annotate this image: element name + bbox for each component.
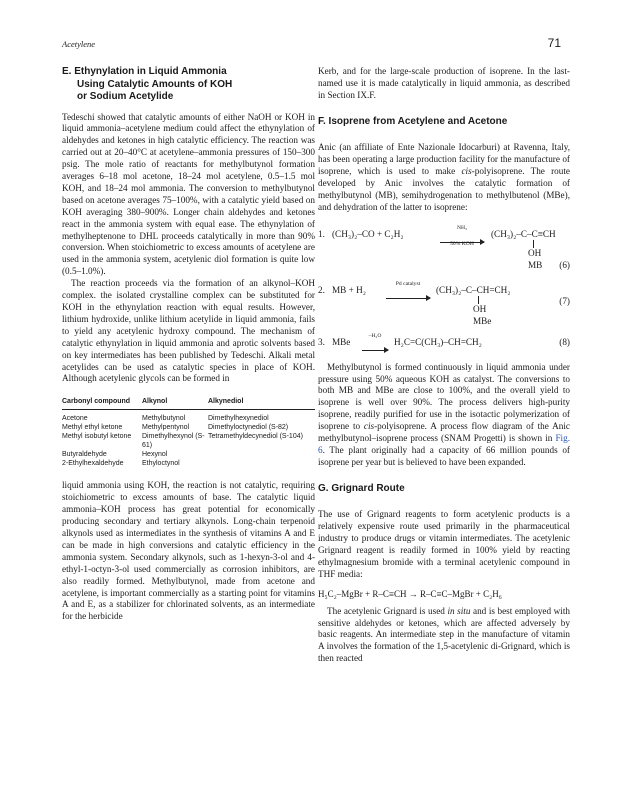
equation-label: 2.	[318, 284, 325, 295]
section-f-paragraph-1	[318, 142, 570, 213]
section-f-heading: F. Isoprene from Acetylene and Acetone	[318, 115, 508, 127]
equation-substituent: OH	[473, 303, 487, 314]
table-header-cell: Alkynediol	[208, 395, 315, 410]
left-column	[62, 66, 315, 623]
table-header-cell: Carbonyl compound	[62, 395, 142, 410]
section-g-paragraph-1: The use of Grignard reagents to form acetylenic products is a relatively expensive route used primarily in the pharmaceutical industry to produce drugs or vitamin intermediates. The acetylenic Grignard reagent is readily formed in 100% yield by reacting ethylmagnesium bromide with a terminal acetylenic compound in THF media:	[318, 509, 570, 579]
section-e-paragraph-2: The reaction proceeds via the formation of an alkynol–KOH complex. the isolated crystalline complex can be substituted for KOH in the ethynylation reaction with equal results. However, lithium hydroxide, unlike lithium acetylide in liquid ammonia, fails to yield any acetylenic hydroxy compound. The mechanism of catalytic ethynylation in liquid ammonia and aprotic solvents based on key intermediates has been published by Tedeschi. Alkali metal acetylides can be used as catalytic species in place of KOH. Although acetylenic glycols can be formed in	[62, 278, 315, 384]
text-run: . The plant originally had a capacity of 66 million pounds of isoprene per year but is believed to have been expanded.	[318, 445, 570, 467]
equation-7	[318, 280, 570, 328]
right-column	[318, 66, 570, 665]
table-header-row	[62, 395, 315, 410]
table-row	[62, 432, 315, 450]
text-run: Anic (an affiliate of Ente Nazionale Idocarburi) at Ravenna, Italy, has been operating a large production facility for the manufacture of isoprene, which is used to make	[318, 142, 570, 177]
text-run-italic: cis	[461, 166, 472, 177]
section-e-paragraph-1: Tedeschi showed that catalytic amounts of either NaOH or KOH in liquid ammonia–acetylene medium could affect the ethynylation of aldehydes and ketones in high catalytic efficiency. The reaction was carried out at 20–40°C at acetylene–ammonia pressures of 150–300 psig. The mole ratio of reactants for methylbutynol formation averages 6–18 mol acetone, 18–24 mol acetylene, 0.5–1.5 mol KOH, and 18–24 mol ammonia. The conversion to methylbutynol based on acetone averages 75–100%, with a catalytic yield based on KOH averaging 380–900%. Longer chain aldehydes and ketones react in the ammonia system with equal ease. The ethynylation of methylheptenone to DHL proceeds catalytically in more than 90% conversion. When stoichiometric to excess amounts of acetylene are used in the ammonia system, acetylenic diol formation is quite low (0.5–1.0%).	[62, 111, 315, 277]
table-cell	[208, 459, 315, 468]
table-cell: Butyraldehyde	[62, 451, 107, 459]
table-cell	[208, 450, 315, 459]
table-cell: Ethyloctynol	[142, 460, 180, 468]
figure-link[interactable]: Fig. 6	[318, 433, 570, 455]
reaction-arrow	[384, 280, 432, 307]
arrow-condition-above: –H₂O	[368, 332, 382, 339]
equation-label: 1.	[318, 228, 325, 239]
section-g-heading: G. Grignard Route	[318, 482, 405, 494]
alkynol-table	[62, 395, 315, 468]
equation-number: (7)	[559, 295, 570, 306]
page-number: 71	[547, 36, 561, 50]
equation-rhs: H₂C=C(CH₃)–CH=CH₂	[394, 336, 482, 347]
text-run-italic: in situ	[447, 605, 471, 616]
equation-label: 3.	[318, 336, 325, 347]
grignard-equation: H₅C₂–MgBr + R–C≡CH → R–C≡C–MgBr + C₂H₆	[318, 588, 502, 599]
bond-line	[533, 240, 534, 248]
table-cell: Methyl isobutyl ketone	[62, 433, 132, 441]
arrow-icon	[362, 350, 388, 351]
table-row	[62, 450, 315, 459]
continued-paragraph: Kerb, and for the large-scale production of isoprene. In the last-named use it is made catalytically in liquid ammonia, as described in Section IX.F.	[318, 66, 570, 100]
equation-lhs: (CH₃)₂–CO + C₂H₂	[332, 228, 404, 239]
bond-line	[478, 296, 479, 304]
section-e-paragraph-3: liquid ammonia using KOH, the reaction is not catalytic, requiring stoichiometric to excess amounts of base. The catalytic liquid ammonia–KOH process has great potential for economically producing secondary and tertiary alkynols. Long-chain terpenoid alkynols used as intermediates in the synthesis of vitamins A and E can be made in high conversions and catalytic efficiency in the ammonia system. Secondary alkynols, such as 1-hexyn-3-ol and 4-ethyl-1-octyn-3-ol used commercially as corrosion inhibitors, are also readily formed. Methylbutynol, made from acetone and acetylene, is important commercially as a starting point for vitamins A and E, as a stabilizer for chlorinated solvents, as an intermediate for the herbicide	[62, 480, 315, 622]
reaction-arrow	[438, 224, 486, 251]
equation-abbrev: MB	[528, 259, 543, 270]
text-run: and is best employed with sensitive aldehydes or ketones, which are affected adversely by basic reagents. An intermediate step in the manufacture of vitamin A involves the formation of the 1,5-acetylenic di-Grignard, which is then reacted	[318, 605, 570, 664]
section-f-paragraph-2	[318, 362, 570, 469]
equation-8	[318, 332, 570, 350]
arrow-condition-above: Pd catalyst	[395, 280, 421, 287]
text-run: -polyisoprene. The route developed by Anic involves the catalytic formation of methylbutynol (MB), semihydrogenation to methylbutenol (MBe), and dehydration of the latter to isoprene:	[318, 166, 571, 212]
text-run: Methylbutynol is formed continuously in liquid ammonia under pressure using 50% aqueous KOH as catalyst. The conversions to both MB and MBe are close to 100%, and the overall yield to isoprene is well over 90%. The process delivers high-purity isoprene, readily purified for use in the isotactic polymerization of isoprene to	[318, 361, 570, 432]
text-run-italic: cis	[363, 421, 375, 432]
reaction-arrow	[360, 332, 390, 359]
table-cell: Acetone	[62, 415, 88, 423]
arrow-condition-below: 50% KOH	[450, 240, 474, 247]
arrow-icon	[386, 298, 430, 299]
equation-abbrev: MBe	[473, 315, 492, 326]
table-cell: Hexynol	[142, 451, 168, 459]
section-e-heading-line2: Using Catalytic Amounts of KOH	[77, 78, 233, 90]
text-run: -polyisoprene. A process flow diagram of the Anic methylbutynol–isoprene process (SNAM Progetti) is shown in	[318, 421, 570, 444]
equation-rhs: (CH₃)₂–C–C≡CH	[491, 228, 556, 239]
arrow-condition-above: NH₃	[456, 224, 468, 231]
section-e-heading-line1: E. Ethynylation in Liquid Ammonia	[62, 66, 227, 77]
section-e-heading-line3: or Sodium Acetylide	[77, 91, 174, 102]
table-cell: Dimethylhexynol (S-61)	[142, 433, 205, 450]
equation-6	[318, 224, 570, 272]
table-row	[62, 459, 315, 468]
table-row	[62, 423, 315, 432]
table-header-cell: Alkynol	[142, 395, 208, 410]
table-cell: Methylbutynol	[142, 415, 186, 423]
table-cell: Tetramethyldecynediol (S-104)	[208, 433, 303, 441]
table-cell: Methylpentynol	[142, 424, 190, 432]
equation-substituent: OH	[528, 247, 542, 258]
equation-lhs: MB + H₂	[332, 284, 366, 295]
table-cell: Methyl ethyl ketone	[62, 424, 123, 432]
text-run: The acetylenic Grignard is used	[327, 605, 448, 616]
table-cell: Dimethyloctynediol (S-82)	[208, 424, 289, 432]
running-title: Acetylene	[62, 39, 96, 49]
equation-number: (6)	[559, 259, 570, 270]
table-cell: 2-Ethylhexaldehyde	[62, 460, 124, 468]
table-cell: Dimethylhexynediol	[208, 415, 269, 423]
equation-number: (8)	[559, 336, 570, 347]
section-g-paragraph-2	[318, 606, 570, 666]
equation-lhs: MBe	[332, 336, 351, 347]
equation-rhs: (CH₃)₂–C–CH=CH₂	[436, 284, 511, 295]
table-row	[62, 410, 315, 424]
section-e-heading	[62, 66, 315, 104]
